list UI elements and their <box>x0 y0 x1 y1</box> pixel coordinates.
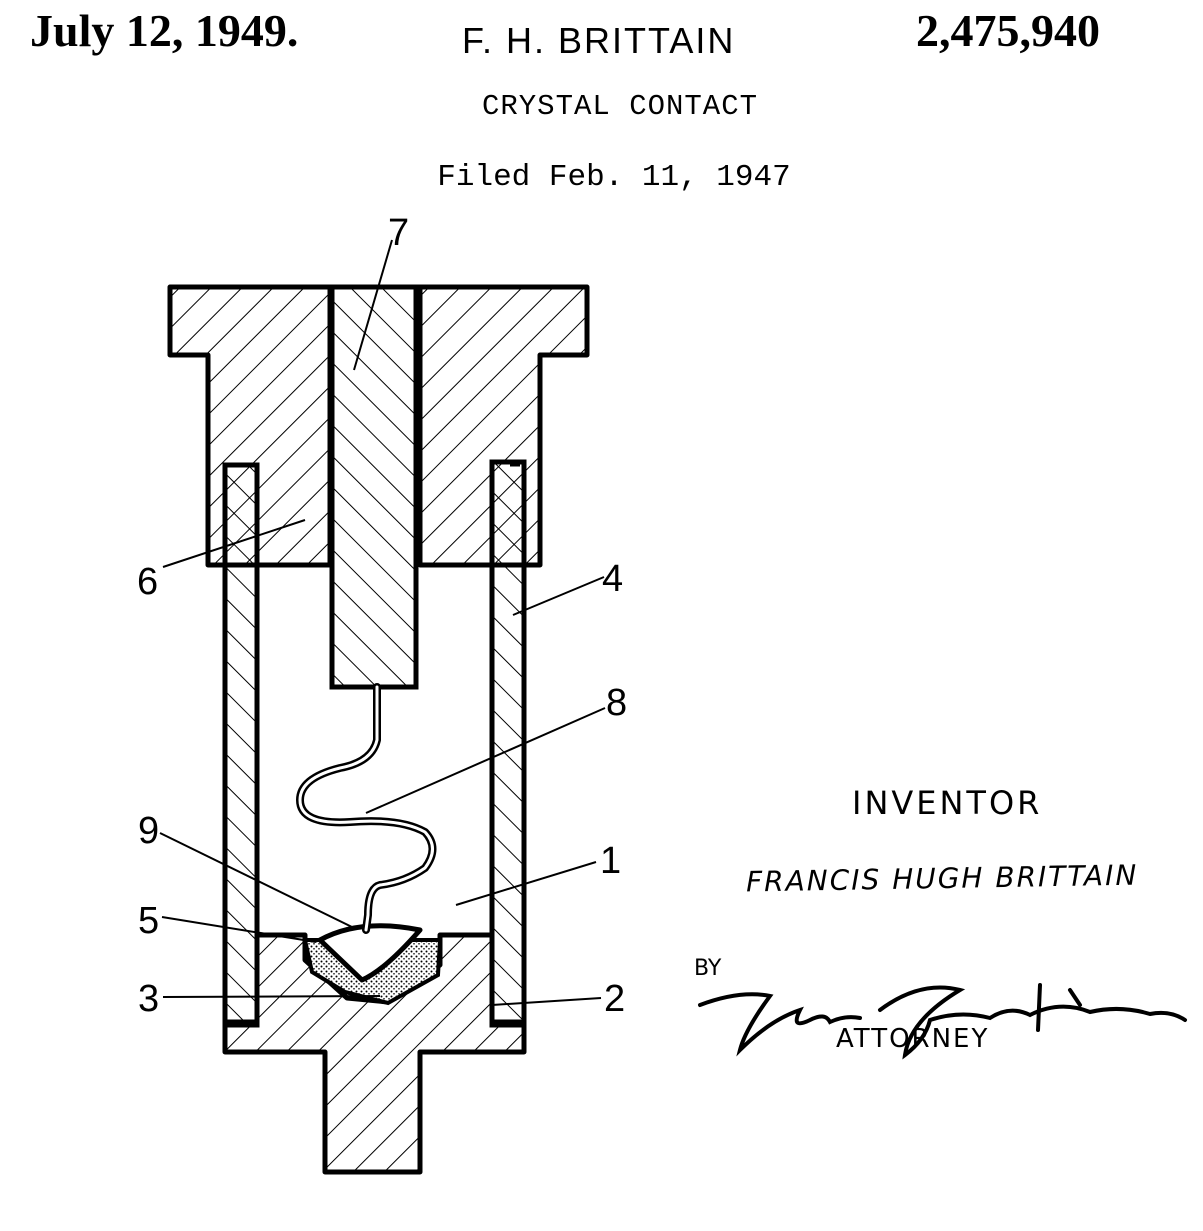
attorney-label: ATTORNEY <box>836 1024 990 1054</box>
ref-4: 4 <box>602 558 624 600</box>
patent-title: CRYSTAL CONTACT <box>481 90 759 123</box>
ref-7: 7 <box>388 212 410 254</box>
by-label: BY <box>694 956 722 981</box>
inventor-short-name: F. H. BRITTAIN <box>462 20 736 61</box>
ref-6: 6 <box>137 561 159 603</box>
ref-8: 8 <box>606 682 628 724</box>
inventor-label: INVENTOR <box>852 784 1043 822</box>
inventor-full-name: FRANCIS HUGH BRITTAIN <box>745 858 1139 899</box>
patent-date: July 12, 1949. <box>30 5 299 56</box>
ref-9: 9 <box>138 810 160 852</box>
ref-5: 5 <box>138 900 160 942</box>
ref-1: 1 <box>600 840 622 882</box>
tube-wall-right <box>492 462 524 1025</box>
ref-2: 2 <box>604 978 626 1020</box>
whisker-8 <box>300 687 433 930</box>
center-stud-7 <box>332 287 416 687</box>
patent-number: 2,475,940 <box>916 5 1100 56</box>
tube-wall-left <box>225 465 257 1025</box>
ref-3: 3 <box>138 978 160 1020</box>
filed-date: Filed Feb. 11, 1947 <box>437 160 791 195</box>
